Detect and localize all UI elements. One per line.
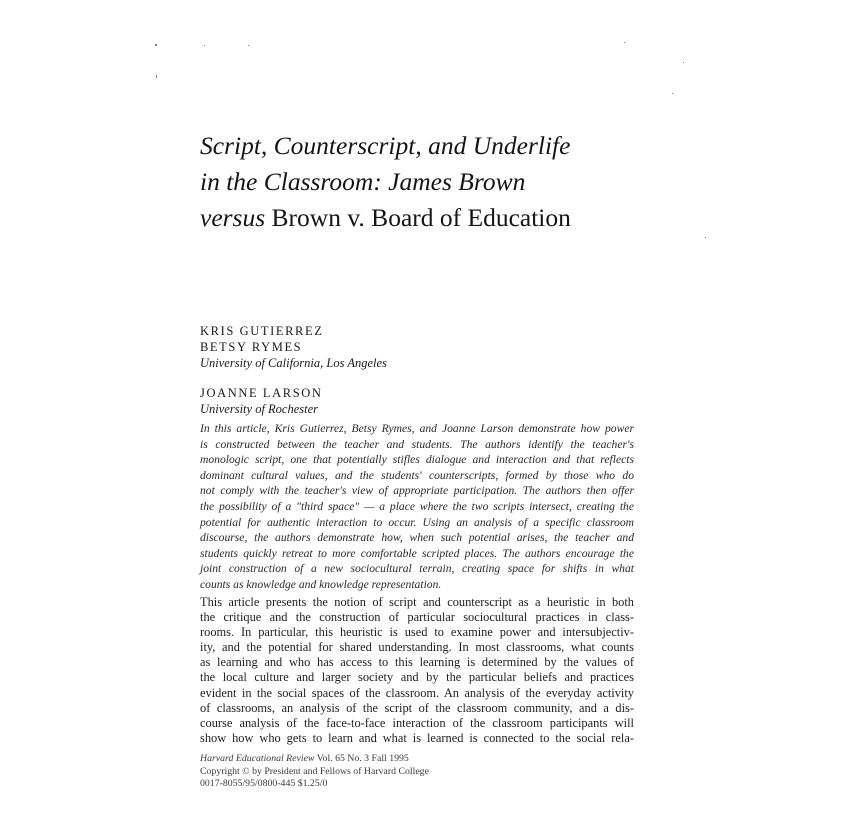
title-line-1: Script, Counterscript, and Underlife <box>200 131 571 160</box>
scan-speck <box>672 93 673 94</box>
abstract-line: students quickly retreat to more comfortable scripted places. The authors encourage the <box>200 546 634 560</box>
body-line: evident in the social spaces of the classroom. An analysis of the everyday activity <box>200 685 634 700</box>
body-line: the critique and the construction of particular sociocultural practices in class- <box>200 610 634 625</box>
publication-footer <box>200 753 640 791</box>
author-block <box>200 323 640 417</box>
body-line: course analysis of the face-to-face interaction of the classroom participants will <box>200 715 634 730</box>
copyright-notice: Copyright © by President and Fellows of Harvard College <box>200 765 429 777</box>
abstract-line: joint construction of a new sociocultural terrain, creating space for shifts in what <box>200 562 634 576</box>
abstract-line: dominant cultural values, and the students' counterscripts, formed by those who do <box>200 468 634 482</box>
author-affiliation: University of Rochester <box>200 402 319 416</box>
author-name: JOANNE LARSON <box>200 386 323 400</box>
journal-citation <box>200 753 640 766</box>
abstract-line: not comply with the teacher's view of appropriate participation. The authors then offer <box>200 484 634 498</box>
scan-speck <box>683 62 684 63</box>
body-line: This article presents the notion of script and counterscript as a heuristic in both <box>200 595 634 609</box>
scan-speck <box>155 44 157 46</box>
scan-speck <box>248 45 249 46</box>
article-code: 0017-8055/95/0800-445 $1.25/0 <box>200 778 328 790</box>
abstract-line: is constructed between the teacher and students. The authors identify the teacher's <box>200 437 634 451</box>
abstract-line: discourse, the authors demonstrate how, when such potential arises, the teacher and <box>200 531 634 545</box>
body-line: as learning and who has access to this learning is determined by the values of <box>200 655 634 670</box>
scan-speck <box>204 45 205 46</box>
body-line: of classrooms, an analysis of the script of the classroom community, and a dis- <box>200 700 634 715</box>
abstract-line: monologic script, one that potentially stifles dialogue and interaction and that reflects <box>200 453 634 467</box>
body-line: rooms. In particular, this heuristic is used to examine power and intersubjectiv- <box>200 625 634 640</box>
abstract <box>200 421 634 593</box>
scan-speck <box>156 75 157 78</box>
journal-issue: Vol. 65 No. 3 Fall 1995 <box>316 753 409 764</box>
author-name: BETSY RYMES <box>200 340 303 354</box>
body-line: ity, and the potential for shared understanding. In most classrooms, what counts <box>200 640 634 655</box>
abstract-line: the possibility of a "third space" — a place where the two scripts intersect, creating the <box>200 499 634 513</box>
abstract-line: potential for authentic interaction to occur. Using an analysis of a specific classroom <box>200 515 634 529</box>
author-name: KRIS GUTIERREZ <box>200 324 324 338</box>
abstract-line: In this article, Kris Gutierrez, Betsy Rymes, and Joanne Larson demonstrate how power <box>200 422 634 435</box>
body-line: the local culture and larger society and by the particular beliefs and practices <box>200 670 634 685</box>
body-text <box>200 595 634 746</box>
scan-speck <box>624 42 625 43</box>
body-line: show how who gets to learn and what is learned is connected to the social rela- <box>200 730 634 745</box>
title-case-name: Brown v. Board of Education <box>271 203 571 232</box>
author-affiliation: University of California, Los Angeles <box>200 356 387 370</box>
article-title <box>200 128 760 236</box>
title-versus: versus <box>200 203 266 232</box>
title-line-2: in the Classroom: James Brown <box>200 167 526 196</box>
scan-speck <box>705 237 706 238</box>
abstract-line: counts as knowledge and knowledge representation. <box>200 577 442 591</box>
title-line-3 <box>200 200 760 236</box>
journal-name: Harvard Educational Review <box>200 753 315 764</box>
